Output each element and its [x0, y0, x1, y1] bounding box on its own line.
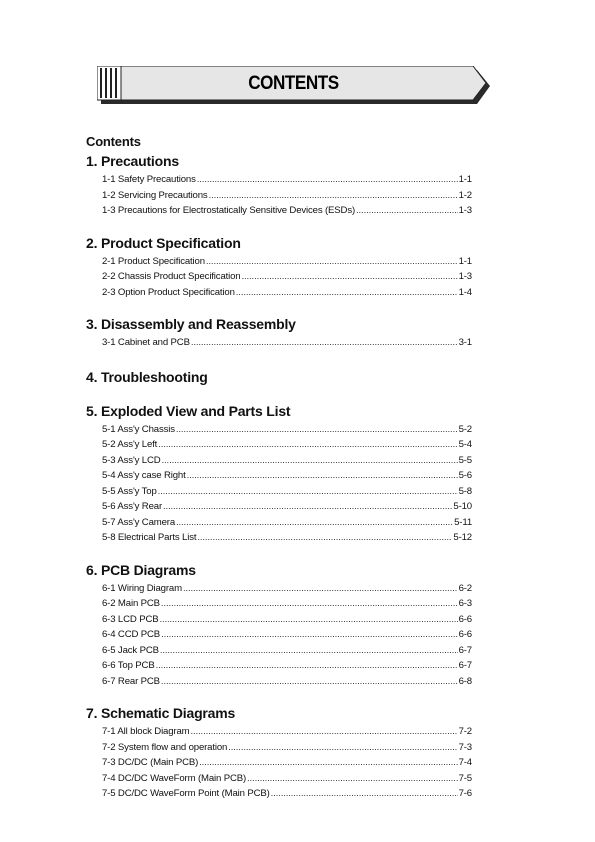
toc-entry[interactable] — [102, 612, 472, 628]
dot-leader — [161, 596, 458, 612]
entry-page-number: 6-3 — [458, 598, 472, 609]
dot-leader — [158, 484, 458, 500]
entry-page-number: 7-4 — [458, 757, 472, 768]
toc-entry[interactable] — [102, 203, 472, 219]
entry-label: 6-4 CCD PCB — [102, 629, 161, 640]
entry-list — [102, 335, 472, 351]
toc-entry[interactable] — [102, 740, 472, 756]
banner-title: CONTENTS — [248, 73, 339, 94]
toc-section — [86, 369, 472, 385]
dot-leader — [228, 740, 457, 756]
dot-leader — [161, 627, 458, 643]
toc-section — [86, 562, 472, 690]
dot-leader — [242, 269, 458, 285]
toc-entry[interactable] — [102, 643, 472, 659]
section-title[interactable]: 1. Precautions — [86, 153, 179, 169]
dot-leader — [187, 468, 458, 484]
entry-page-number: 1-3 — [458, 271, 472, 282]
toc-entry[interactable] — [102, 453, 472, 469]
toc-entry[interactable] — [102, 530, 472, 546]
toc-entry[interactable] — [102, 674, 472, 690]
toc-entry[interactable] — [102, 188, 472, 204]
entry-label: 6-2 Main PCB — [102, 598, 160, 609]
entry-list — [102, 724, 472, 802]
dot-leader — [197, 530, 452, 546]
dot-leader — [159, 612, 457, 628]
dot-leader — [156, 658, 458, 674]
dot-leader — [163, 499, 452, 515]
toc-entry[interactable] — [102, 627, 472, 643]
dot-leader — [209, 188, 458, 204]
entry-list — [102, 581, 472, 690]
entry-page-number: 5-6 — [458, 470, 472, 481]
entry-page-number: 1-3 — [458, 205, 472, 216]
dot-leader — [162, 453, 458, 469]
toc-section — [86, 403, 472, 546]
entry-label: 1-1 Safety Precautions — [102, 174, 196, 185]
toc-entry[interactable] — [102, 468, 472, 484]
contents-banner — [97, 66, 490, 104]
toc-section — [86, 705, 472, 802]
dot-leader — [191, 335, 458, 351]
dot-leader — [191, 724, 458, 740]
section-title[interactable]: 7. Schematic Diagrams — [86, 705, 236, 721]
toc-entry[interactable] — [102, 285, 472, 301]
entry-label: 3-1 Cabinet and PCB — [102, 337, 190, 348]
entry-label: 5-3 Ass'y LCD — [102, 454, 161, 466]
entry-page-number: 6-2 — [458, 582, 472, 594]
dot-leader — [176, 422, 458, 438]
entry-label: 5-1 Ass'y Chassis — [102, 423, 175, 435]
entry-page-number: 5-12 — [453, 532, 472, 543]
entry-label: 2-2 Chassis Product Specification — [102, 271, 241, 282]
dot-leader — [236, 285, 458, 301]
entry-label: 5-8 Electrical Parts List — [102, 532, 197, 543]
entry-label: 5-2 Ass'y Left — [102, 439, 158, 450]
entry-page-number: 1-1 — [458, 255, 472, 267]
entry-page-number: 7-5 — [458, 772, 472, 784]
toc-entry[interactable] — [102, 786, 472, 802]
entry-label: 1-2 Servicing Precautions — [102, 189, 208, 201]
dot-leader — [183, 581, 458, 597]
entry-list — [102, 254, 472, 301]
entry-page-number: 6-6 — [458, 613, 472, 625]
toc-section — [86, 235, 472, 301]
entry-label: 6-5 Jack PCB — [102, 644, 159, 656]
entry-label: 6-1 Wiring Diagram — [102, 582, 182, 594]
entry-list — [102, 422, 472, 546]
toc-entry[interactable] — [102, 269, 472, 285]
section-title[interactable]: 3. Disassembly and Reassembly — [86, 316, 296, 332]
toc-section — [86, 153, 472, 219]
table-of-contents — [86, 134, 472, 802]
toc-entry[interactable] — [102, 771, 472, 787]
entry-page-number: 1-2 — [458, 189, 472, 201]
dot-leader — [160, 643, 458, 659]
toc-entry[interactable] — [102, 724, 472, 740]
entry-page-number: 5-5 — [458, 454, 472, 466]
entry-label: 6-6 Top PCB — [102, 660, 155, 671]
toc-entry[interactable] — [102, 172, 472, 188]
toc-entry[interactable] — [102, 755, 472, 771]
dot-leader — [247, 771, 458, 787]
dot-leader — [197, 172, 458, 188]
entry-label: 7-3 DC/DC (Main PCB) — [102, 757, 199, 768]
entry-page-number: 3-1 — [458, 337, 472, 348]
toc-entry[interactable] — [102, 422, 472, 438]
entry-label: 5-4 Ass'y case Right — [102, 470, 186, 481]
entry-label: 7-1 All block Diagram — [102, 726, 190, 737]
section-title[interactable]: 6. PCB Diagrams — [86, 561, 196, 578]
toc-entry[interactable] — [102, 596, 472, 612]
entry-label: 1-3 Precautions for Electrostatically Sensitive Devices (ESDs) — [102, 205, 356, 216]
dot-leader — [161, 674, 458, 690]
dot-leader — [158, 437, 457, 453]
entry-label: 5-6 Ass'y Rear — [102, 501, 162, 512]
toc-entry[interactable] — [102, 499, 472, 515]
section-title[interactable]: 2. Product Specification — [86, 234, 241, 251]
entry-page-number: 1-4 — [458, 286, 472, 298]
entry-page-number: 6-7 — [458, 660, 472, 671]
entry-label: 5-5 Ass'y Top — [102, 485, 157, 497]
entry-list — [102, 172, 472, 219]
entry-page-number: 7-6 — [458, 788, 472, 799]
dot-leader — [176, 515, 453, 531]
toc-heading: Contents — [86, 134, 141, 149]
dot-leader — [206, 254, 458, 270]
entry-page-number: 5-8 — [458, 485, 472, 497]
dot-leader — [356, 203, 458, 219]
entry-label: 2-1 Product Specification — [102, 255, 205, 267]
entry-label: 7-5 DC/DC WaveForm Point (Main PCB) — [102, 788, 270, 799]
entry-page-number: 6-8 — [458, 675, 472, 687]
entry-label: 2-3 Option Product Specification — [102, 286, 235, 298]
toc-entry[interactable] — [102, 254, 472, 270]
toc-entry[interactable] — [102, 437, 472, 453]
toc-entry[interactable] — [102, 335, 472, 351]
entry-page-number: 6-7 — [458, 644, 472, 656]
toc-entry[interactable] — [102, 484, 472, 500]
toc-section — [86, 316, 472, 351]
section-title[interactable]: 5. Exploded View and Parts List — [86, 402, 291, 419]
entry-page-number: 1-1 — [458, 174, 472, 185]
section-title[interactable]: 4. Troubleshooting — [86, 368, 208, 385]
entry-page-number: 7-2 — [458, 726, 472, 737]
entry-label: 7-4 DC/DC WaveForm (Main PCB) — [102, 772, 247, 784]
entry-label: 5-7 Ass'y Camera — [102, 516, 176, 528]
entry-page-number: 6-6 — [458, 629, 472, 640]
entry-page-number: 5-10 — [453, 501, 472, 512]
entry-label: 7-2 System flow and operation — [102, 741, 228, 753]
entry-page-number: 5-2 — [458, 423, 472, 435]
toc-entry[interactable] — [102, 515, 472, 531]
toc-entry[interactable] — [102, 658, 472, 674]
entry-page-number: 5-11 — [454, 516, 472, 528]
toc-entry[interactable] — [102, 581, 472, 597]
entry-page-number: 7-3 — [458, 741, 472, 753]
entry-label: 6-3 LCD PCB — [102, 613, 159, 625]
dot-leader — [199, 755, 457, 771]
toc-sections — [86, 153, 472, 802]
entry-label: 6-7 Rear PCB — [102, 675, 160, 687]
dot-leader — [271, 786, 458, 802]
entry-page-number: 5-4 — [458, 439, 472, 450]
